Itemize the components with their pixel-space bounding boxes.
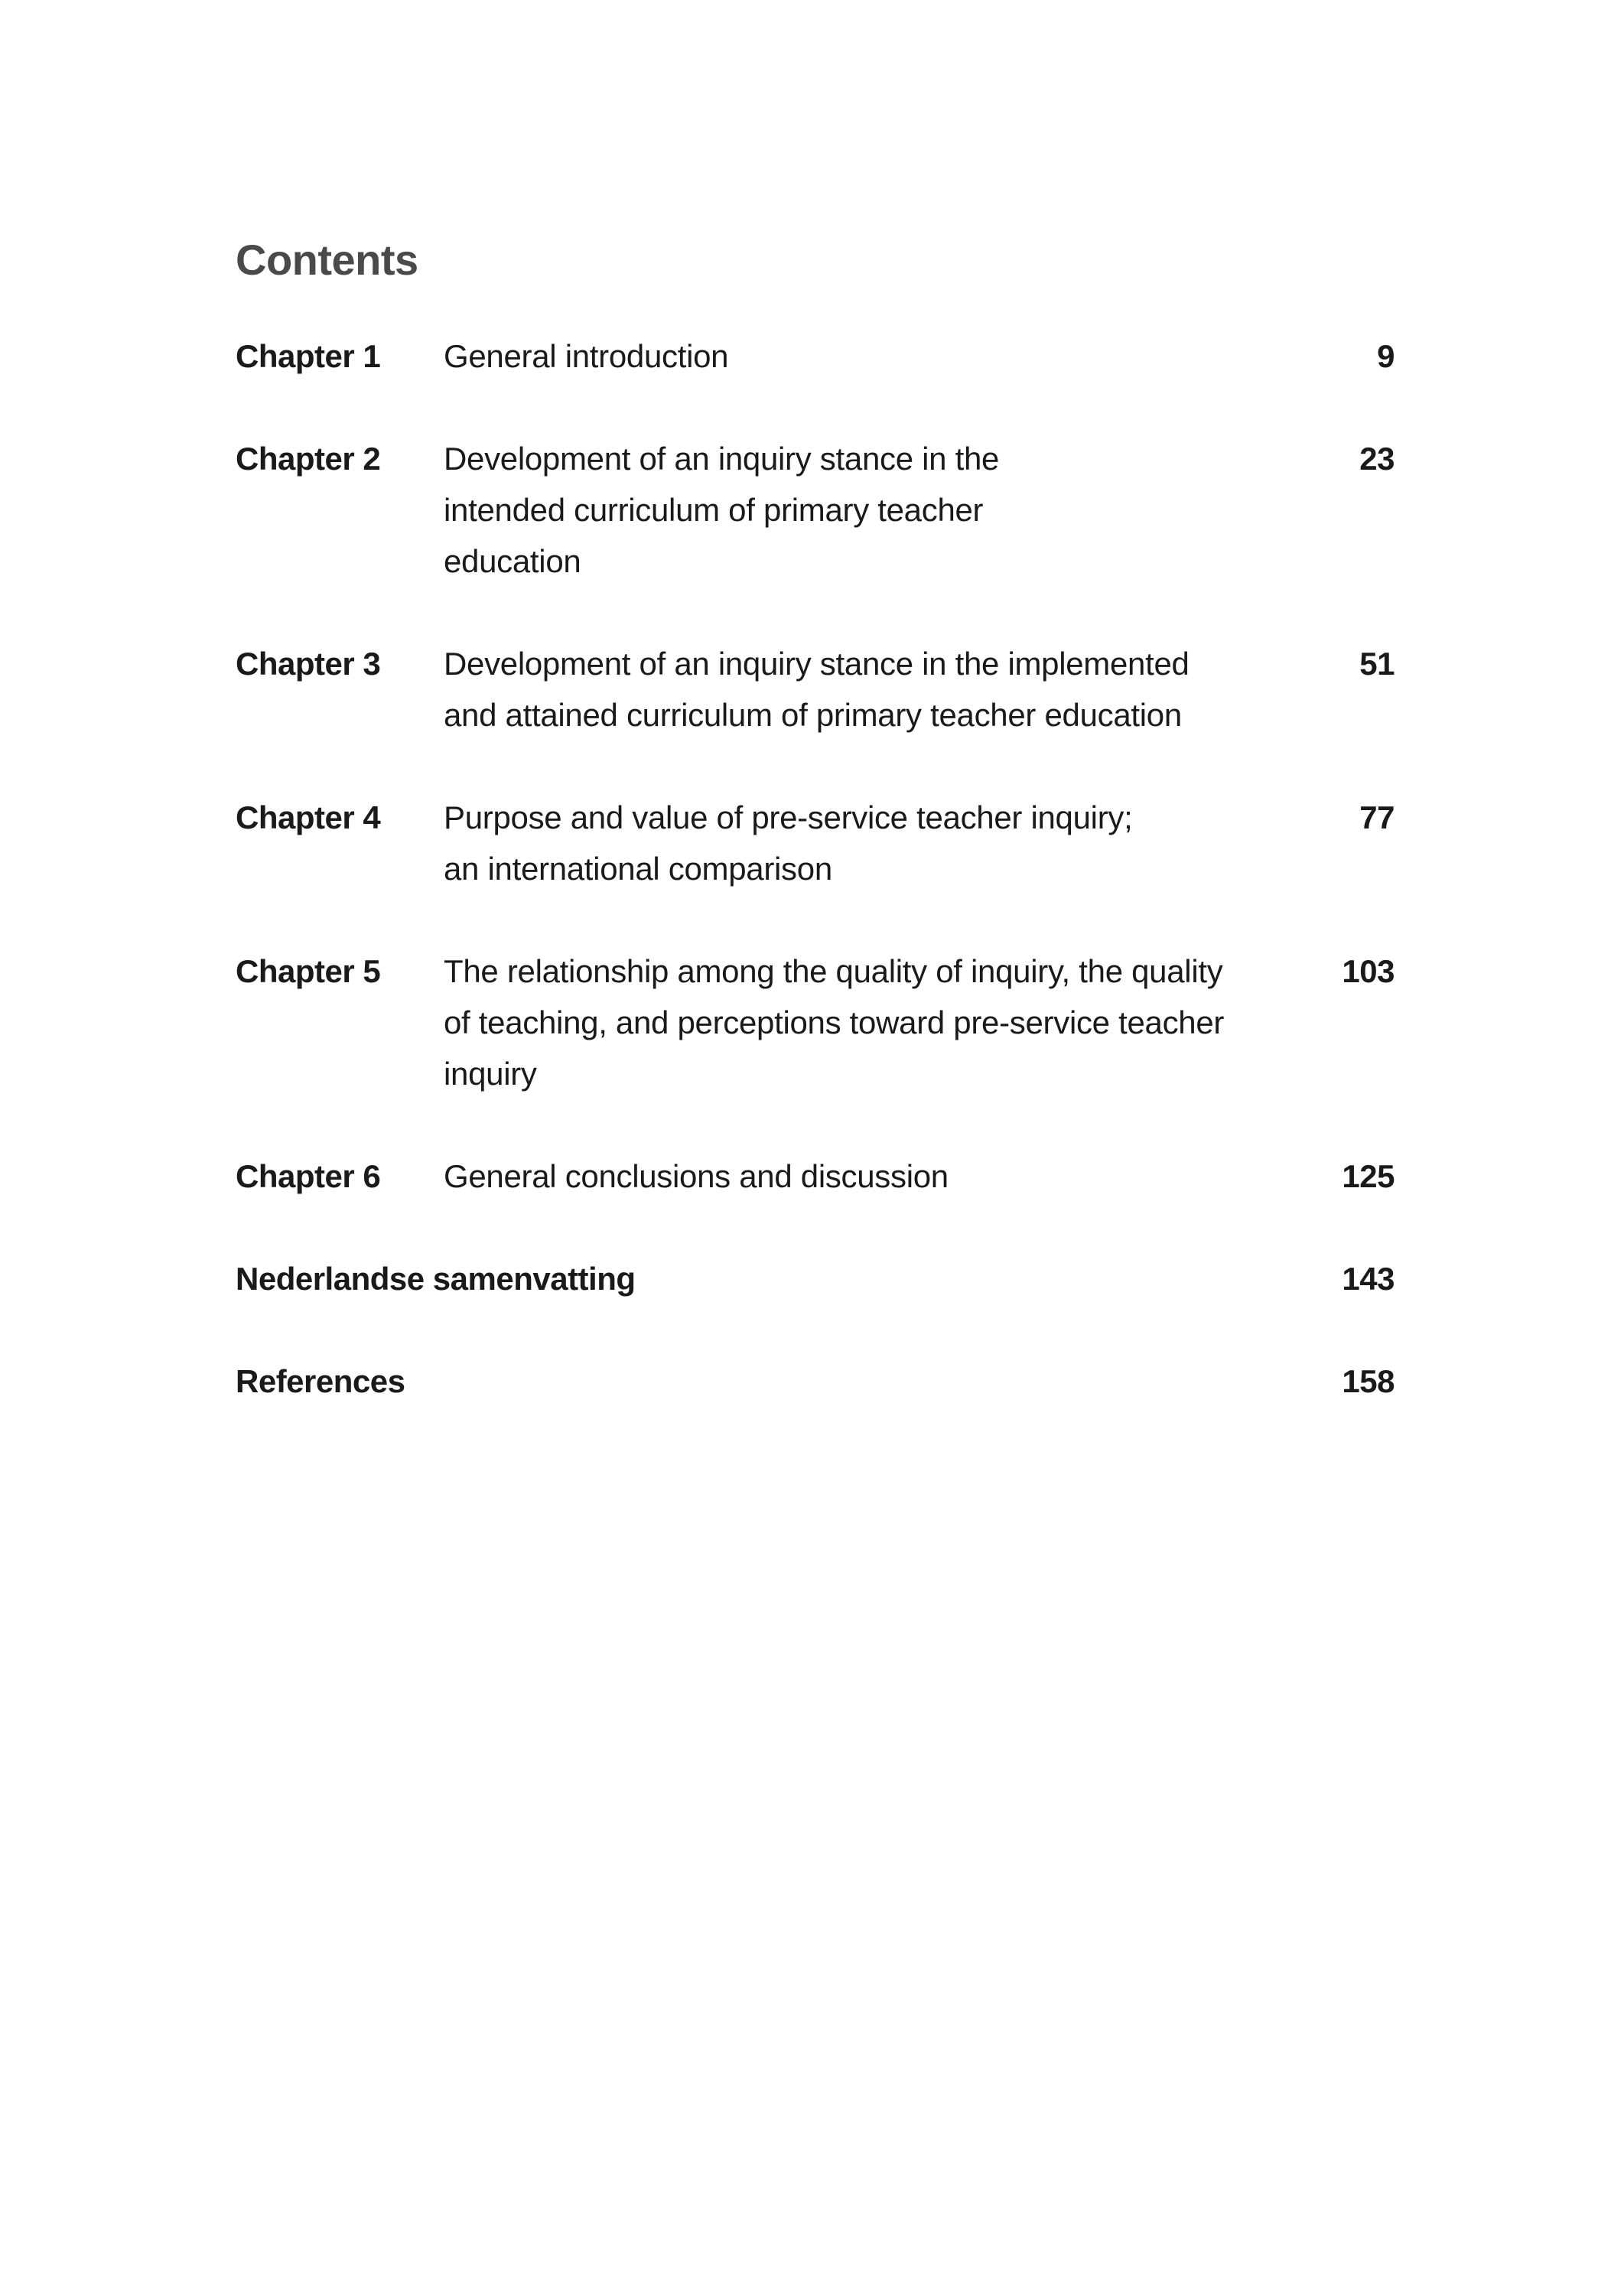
toc-entry-chapter-1[interactable]: [236, 330, 1395, 382]
page-number: 23: [1359, 441, 1395, 477]
table-of-contents: [236, 330, 1395, 1407]
chapter-label: Chapter 4: [236, 799, 381, 835]
chapter-label: Chapter 3: [236, 646, 381, 682]
toc-entry-chapter-3[interactable]: [236, 638, 1395, 741]
chapter-title: Purpose and value of pre-service teacher inquiry; an international comparison: [444, 799, 1133, 887]
chapter-title: General introduction: [444, 338, 729, 374]
chapter-label: Chapter 2: [236, 441, 381, 477]
page-number: 158: [1342, 1363, 1395, 1399]
chapter-label: Chapter 1: [236, 338, 381, 374]
toc-entry-chapter-2[interactable]: [236, 433, 1395, 587]
toc-entry-nederlandse-samenvatting[interactable]: [236, 1253, 1395, 1304]
chapter-label: Chapter 5: [236, 953, 381, 989]
page-number: 125: [1342, 1158, 1395, 1194]
section-label: Nederlandse samenvatting: [236, 1261, 636, 1297]
chapter-title: General conclusions and discussion: [444, 1158, 949, 1194]
chapter-title: The relationship among the quality of inquiry, the quality of teaching, and perceptions toward pre-service teacher inquiry: [444, 953, 1225, 1092]
toc-entry-chapter-5[interactable]: [236, 946, 1395, 1099]
page-number: 103: [1342, 953, 1395, 989]
page-title: Contents: [236, 236, 418, 284]
chapter-title: Development of an inquiry stance in the intended curriculum of primary teacher education: [444, 441, 1000, 579]
toc-entry-references[interactable]: [236, 1356, 1395, 1407]
toc-entry-chapter-4[interactable]: [236, 792, 1395, 894]
section-label: References: [236, 1363, 405, 1399]
chapter-label: Chapter 6: [236, 1158, 381, 1194]
page-number: 143: [1342, 1261, 1395, 1297]
page-number: 51: [1359, 646, 1395, 682]
page-number: 77: [1359, 799, 1395, 835]
toc-entry-chapter-6[interactable]: [236, 1151, 1395, 1202]
contents-page: [236, 230, 1395, 1458]
page-number: 9: [1377, 338, 1395, 374]
chapter-title: Development of an inquiry stance in the implemented and attained curriculum of primary teacher education: [444, 646, 1190, 733]
